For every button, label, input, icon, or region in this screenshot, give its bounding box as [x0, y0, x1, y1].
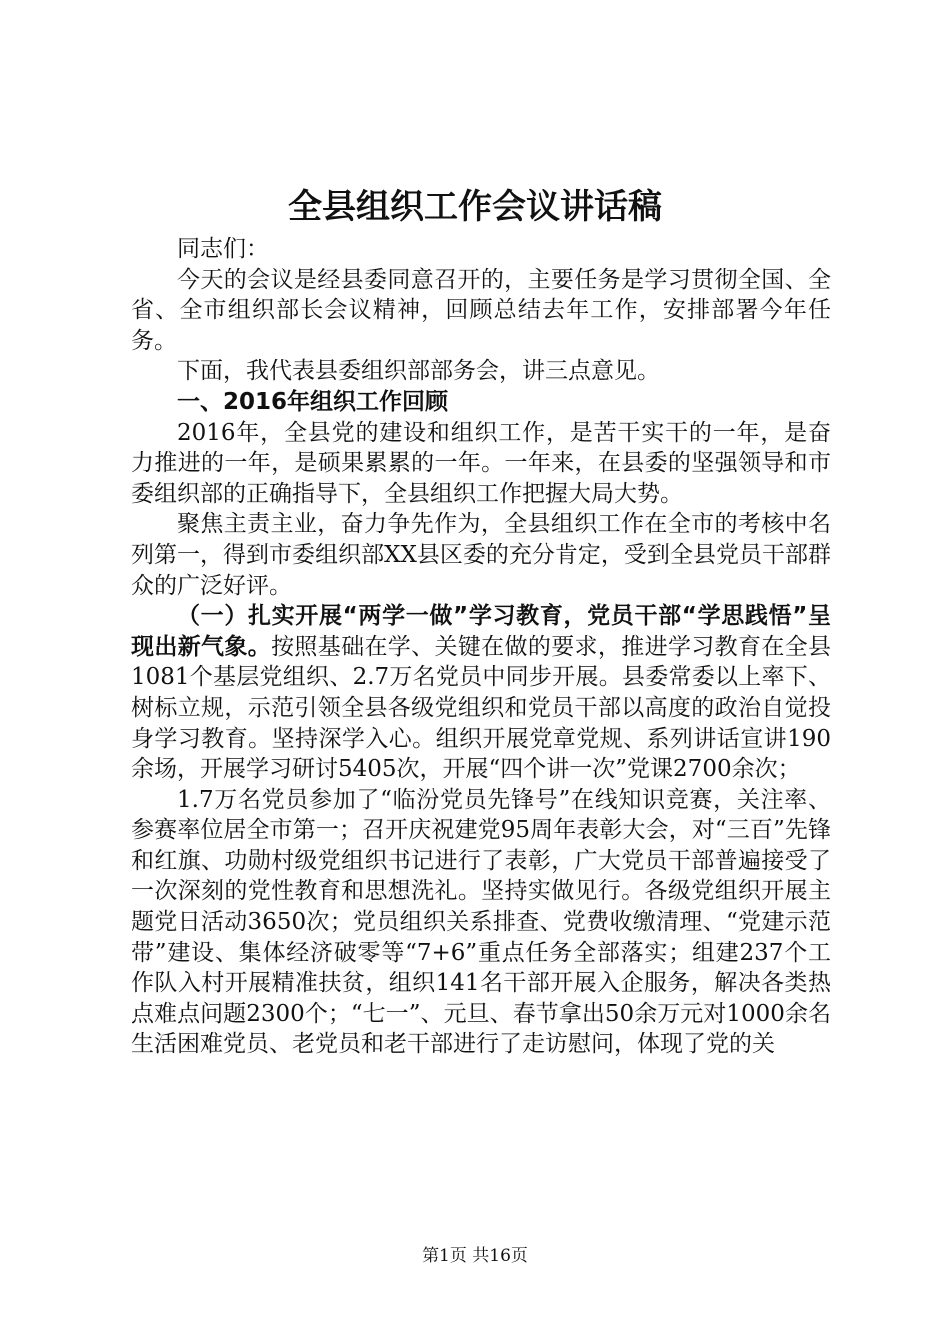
salutation: 同志们： [177, 236, 269, 262]
document-title: 全县组织工作会议讲话稿 [288, 187, 662, 227]
section-heading-1: 一、2016年组织工作回顾 [177, 388, 449, 415]
document-body [131, 234, 831, 1060]
paragraph-outline: 下面，我代表县委组织部部务会，讲三点意见。 [177, 358, 660, 385]
paragraph-intro: 今天的会议是经县委同意召开的，主要任务是学习贯彻全国、全省、全市组织部长会议精神，回顾总结去年工作，安排部署今年任务。 [131, 266, 831, 354]
paragraph-achievements: 聚焦主责主业，奋力争先作为，全县组织工作在全市的考核中名列第一，得到市委组织部XX县区委的充分肯定，受到全县党员干部群众的广泛好评。 [131, 511, 831, 599]
paragraph-review: 2016年，全县党的建设和组织工作，是苦干实干的一年，是奋力推进的一年，是硕果累累的一年。一年来，在县委的坚强领导和市委组织部的正确指导下，全县组织工作把握大局大势。 [131, 419, 831, 507]
subsection-heading: （一）扎实开展“两学一做”学习教育，党员干部“学思践悟”呈现出新气象。 [131, 603, 831, 660]
paragraph-details: 1.7万名党员参加了“临汾党员先锋号”在线知识竞赛，关注率、参赛率位居全市第一；召开庆祝建党95周年表彰大会，对“三百”先锋和红旗、功勋村级党组织书记进行了表彰，广大党员干部普遍接受了一次深刻的党性教育和思想洗礼。坚持实做见行。各级党组织开展主题党日活动3650次；党员组织关系排查、党费收缴清理、“党建示范带”建设、集体经济破零等“7+6”重点任务全部落实；组建237个工作队入村开展精准扶贫，组织141名干部开展入企服务，解决各类热点难点问题2300个；“七一”、元旦、春节拿出50余万元对1000余名生活困难党员、老党员和老干部进行了走访慰问，体现了党的关 [131, 786, 831, 1058]
paragraph-item-1 [131, 601, 831, 785]
page-footer: 第1页 共16页 [422, 1246, 528, 1266]
paragraph-item-1-body: 按照基础在学、关键在做的要求，推进学习教育在全县1081个基层党组织、2.7万名党员中同步开展。县委常委以上率下、树标立规，示范引领全县各级党组织和党员干部以高度的政治自觉投身学习教育。坚持深学入心。组织开展党章党规、系列讲话宣讲190余场，开展学习研讨5405次，开展“四个讲一次”党课2700余次； [131, 633, 832, 783]
